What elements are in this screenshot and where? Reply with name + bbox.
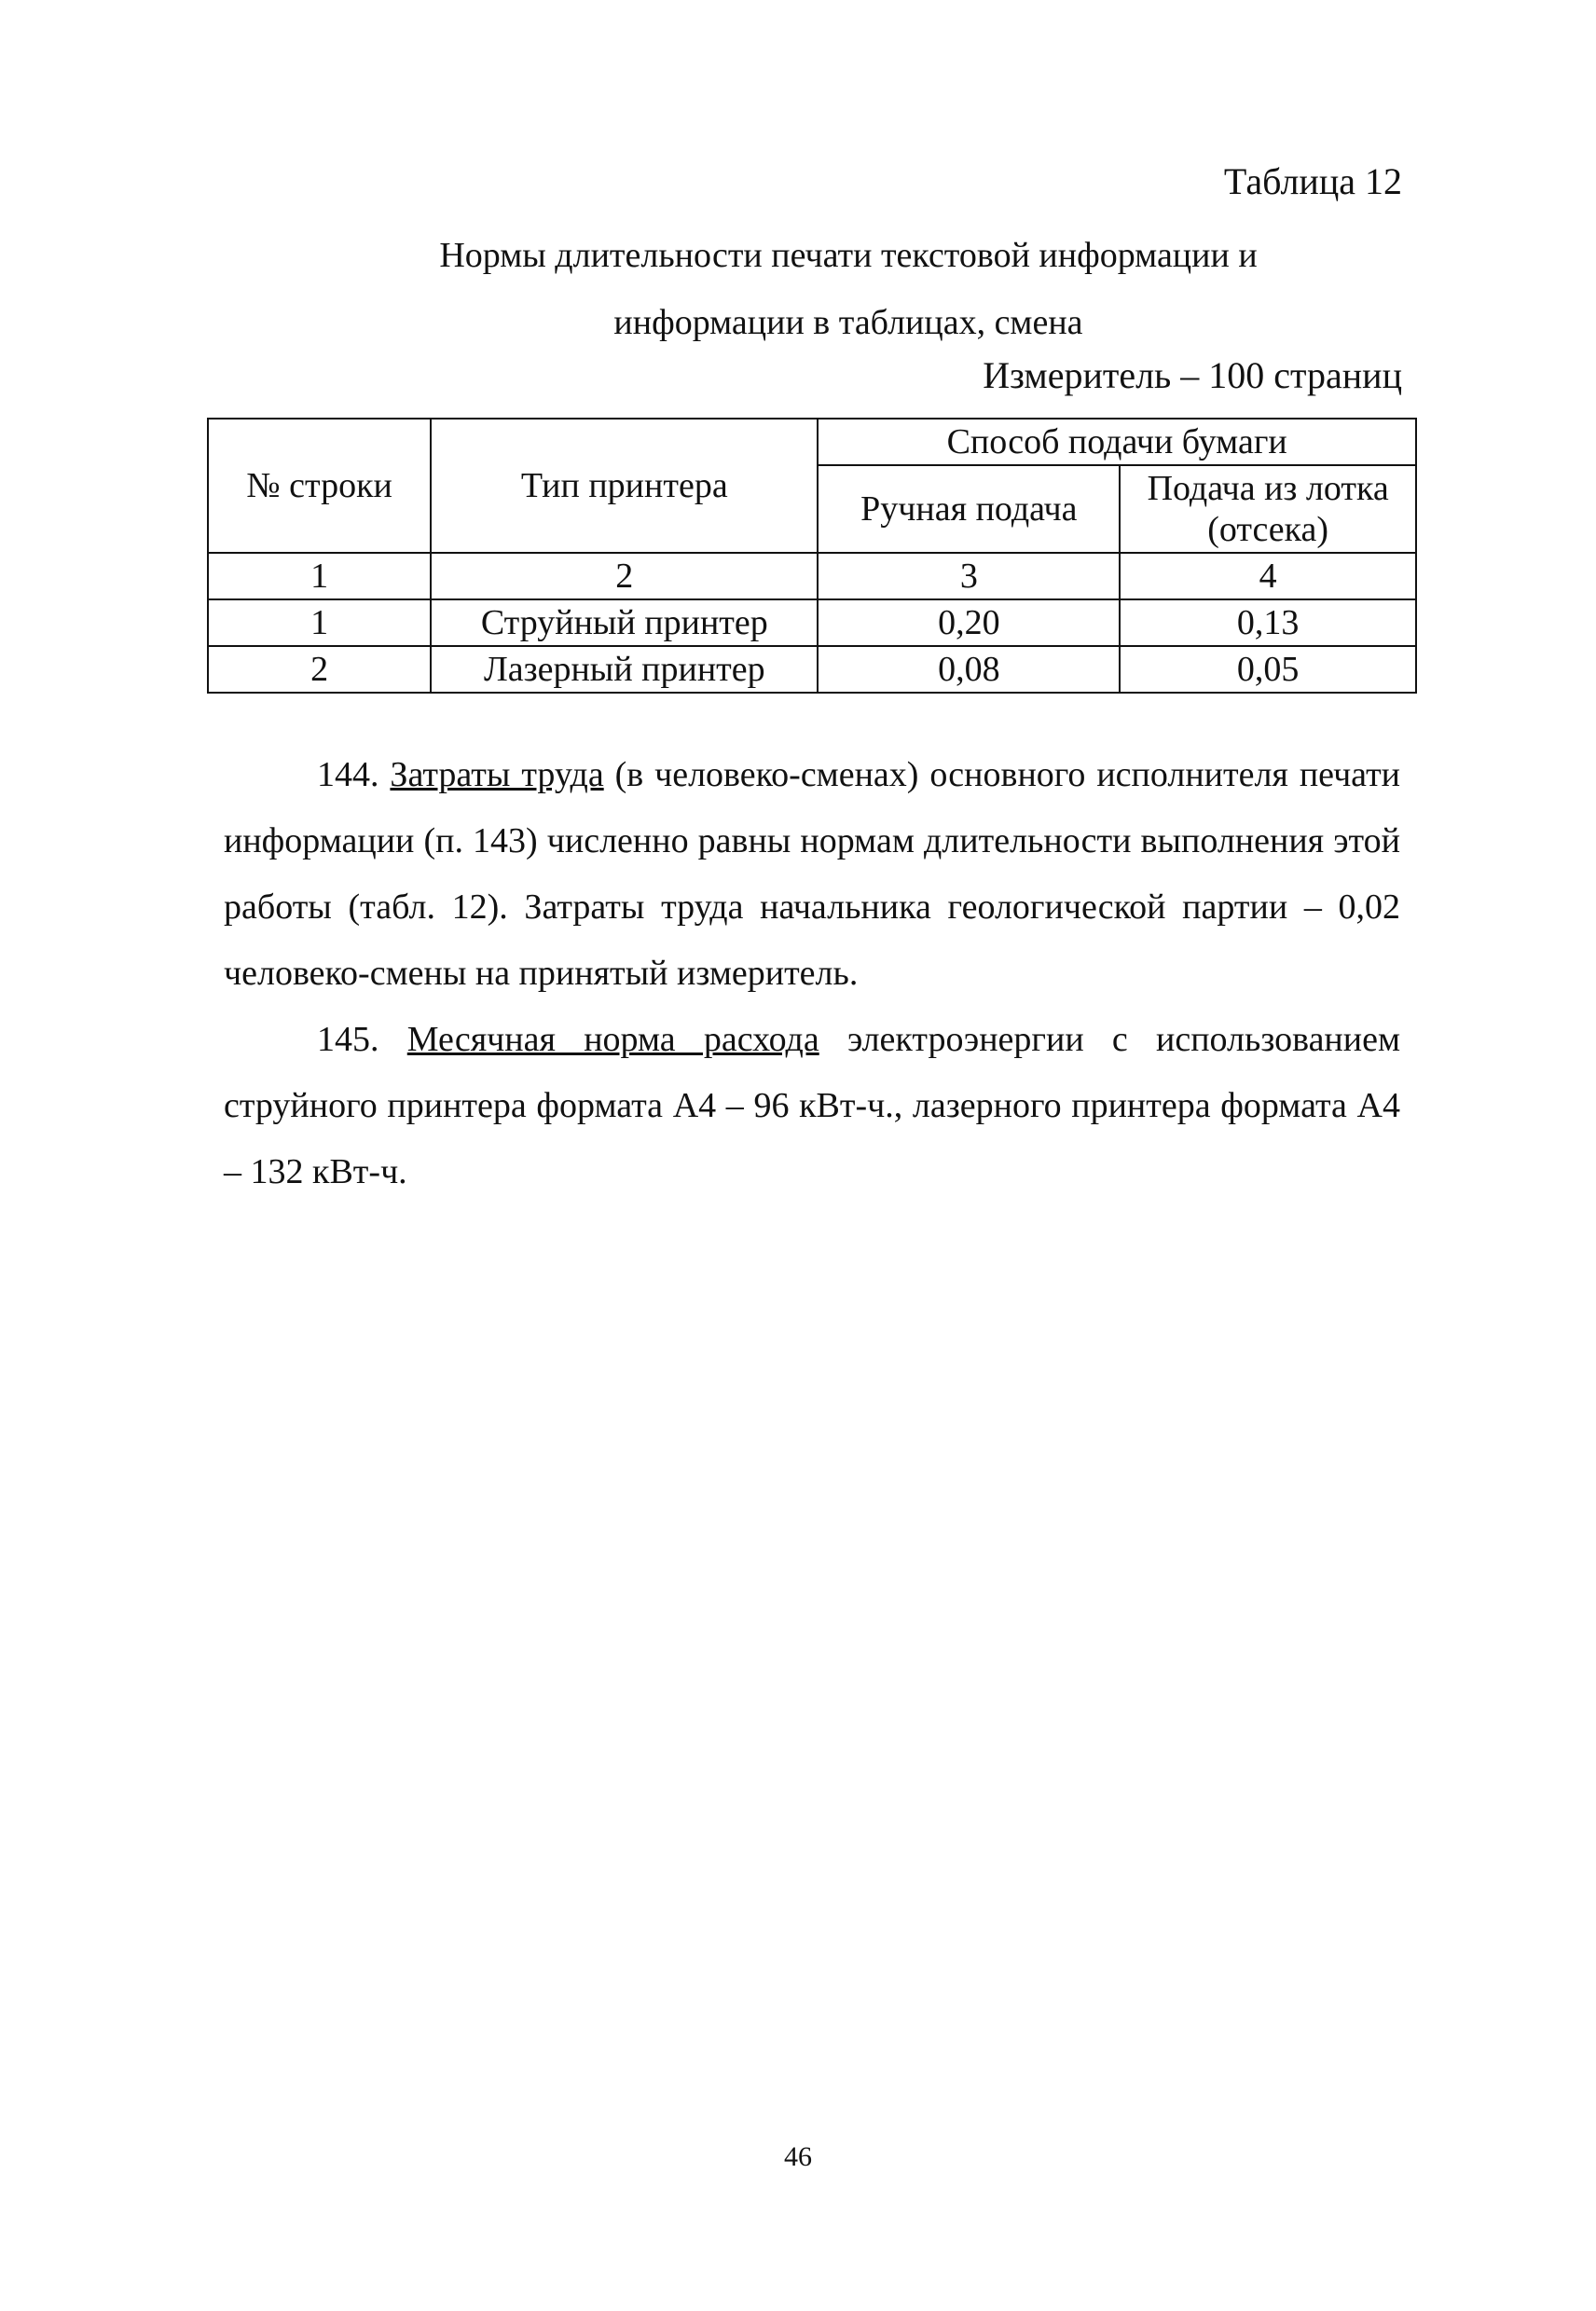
colnum-cell: 3 [818,553,1120,599]
paragraph-144-text: (в человеко-сменах) основного исполнителя печати информации (п. 143) численно равны нормам длительности выполнения этой работы (табл. 12). Затраты труда начальника геологической партии – 0,02 человеко-смены на принятый измеритель. [224,755,1401,993]
tray-value-cell: 0,05 [1120,646,1416,693]
table-row [208,599,1416,646]
paragraph-144 [224,742,1400,1007]
colnum-cell: 4 [1120,553,1416,599]
paragraph-145-number: 145. [317,1020,379,1059]
colnum-cell: 2 [431,553,818,599]
norms-table [207,418,1417,694]
paragraph-145 [224,1007,1400,1205]
header-manual-feed: Ручная подача [818,465,1120,553]
paragraph-145-text: электроэнергии с использованием струйного принтера формата А4 – 96 кВт-ч., лазерного принтера формата А4 – 132 кВт-ч. [224,1020,1401,1191]
table-title [280,222,1417,356]
table-title-line2: информации в таблицах, смена [613,303,1083,342]
table-title-line1: Нормы длительности печати текстовой информации и [439,236,1258,275]
header-printer-type: Тип принтера [431,419,818,553]
printer-type-cell: Лазерный принтер [431,646,818,693]
table-colnum-row [208,553,1416,599]
row-no-cell: 2 [208,646,431,693]
measure-unit: Измеритель – 100 страниц [983,354,1402,396]
header-row-no: № строки [208,419,431,553]
paragraph-144-number: 144. [317,755,379,794]
row-no-cell: 1 [208,599,431,646]
page-number: 46 [784,2141,812,2172]
table-label: Таблица 12 [1223,160,1402,202]
table-header-row [208,419,1416,465]
table-row [208,646,1416,693]
paragraph-145-term: Месячная норма расхода [406,1020,819,1059]
header-tray-feed: Подача из лотка (отсека) [1120,465,1416,553]
manual-value-cell: 0,08 [818,646,1120,693]
paragraph-144-term: Затраты труда [390,755,604,794]
colnum-cell: 1 [208,553,431,599]
header-feed-method: Способ подачи бумаги [818,419,1416,465]
printer-type-cell: Струйный принтер [431,599,818,646]
manual-value-cell: 0,20 [818,599,1120,646]
tray-value-cell: 0,13 [1120,599,1416,646]
